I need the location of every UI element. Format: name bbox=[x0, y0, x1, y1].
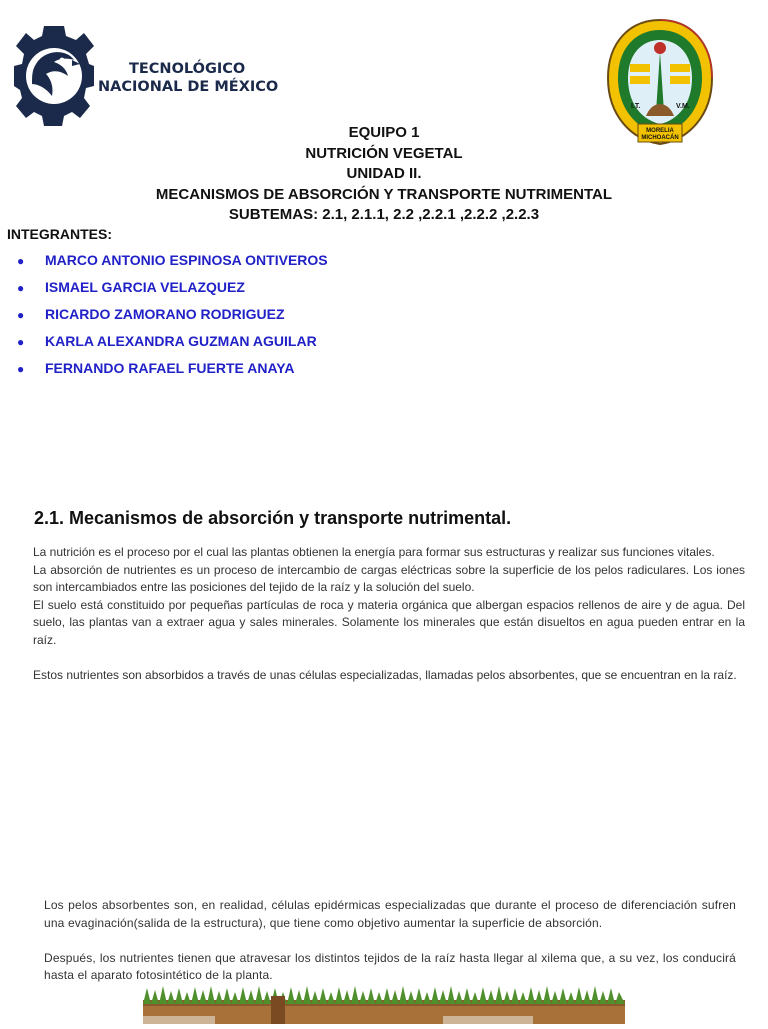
bullet-icon: ● bbox=[17, 254, 25, 268]
paragraph: Estos nutrientes son absorbidos a través de unas células especializadas, llamadas pelos absorbentes, que se encuentran en la raíz. bbox=[33, 668, 737, 683]
paragraph: La absorción de nutrientes es un proceso de intercambio de cargas eléctricas sobre la superficie de los pelos radiculares. Los iones son intercambiados entre las posiciones del tejido de la raíz y la solución del suelo. bbox=[33, 562, 745, 595]
subtopics-title: SUBTEMAS: 2.1, 2.1.1, 2.2 ,2.2.1 ,2.2.2 ,2.2.3 bbox=[228, 206, 540, 223]
member-item bbox=[17, 360, 328, 387]
member-name: MARCO ANTONIO ESPINOSA ONTIVEROS bbox=[45, 252, 328, 268]
bullet-icon: ● bbox=[17, 308, 25, 322]
institution-line-1: TECNOLÓGICO bbox=[129, 61, 246, 77]
seal-text-bottom-2: MICHOACÁN bbox=[641, 135, 679, 141]
section-heading: 2.1. Mecanismos de absorción y transporte nutrimental. bbox=[34, 508, 512, 528]
paragraph: Los pelos absorbentes son, en realidad, células epidérmicas especializadas que durante el proceso de diferenciación sufren una evaginación(salida de la estructura), que tiene como objetivo aumentar la superficie de absorción. bbox=[44, 898, 736, 930]
paragraph: El suelo está constituido por pequeñas partículas de roca y materia orgánica que albergan espacios rellenos de aire y de agua. Del suelo, las plantas van a extraer agua y sales minerales. Solamente los minerales que están disueltos en agua pueden entrar en la raíz. bbox=[33, 597, 745, 647]
course-title: NUTRICIÓN VEGETAL bbox=[305, 144, 463, 162]
seal-text-right: V.M. bbox=[676, 103, 690, 110]
bullet-icon: ● bbox=[17, 362, 25, 376]
soil-grass-illustration bbox=[143, 986, 625, 1024]
member-name: RICARDO ZAMORANO RODRIGUEZ bbox=[45, 306, 285, 322]
paragraph: Después, los nutrientes tienen que atravesar los distintos tejidos de la raíz hasta llegar al xilema que, a su vez, los conducirá hasta el aparato fotosintético de la planta. bbox=[44, 950, 736, 983]
member-item bbox=[17, 279, 328, 306]
member-name: ISMAEL GARCIA VELAZQUEZ bbox=[45, 279, 245, 295]
grass-illustration-icon bbox=[143, 986, 625, 1024]
institution-line-2: NACIONAL DE MÉXICO bbox=[98, 79, 279, 95]
institution-name bbox=[98, 60, 279, 96]
member-item bbox=[17, 333, 328, 360]
team-title: EQUIPO 1 bbox=[348, 124, 420, 141]
members-list bbox=[17, 252, 328, 387]
seal-text-left: I.T. bbox=[631, 103, 641, 110]
unit-title: UNIDAD II. bbox=[346, 165, 422, 182]
tecnm-gear-eagle-icon bbox=[14, 20, 94, 136]
title-block bbox=[0, 123, 768, 226]
bullet-icon: ● bbox=[17, 281, 25, 295]
member-item bbox=[17, 252, 328, 279]
member-item bbox=[17, 306, 328, 333]
members-label: INTEGRANTES: bbox=[7, 226, 112, 242]
section-body bbox=[33, 544, 745, 685]
seal-text-bottom-1: MORELIA bbox=[646, 128, 674, 134]
member-name: KARLA ALEXANDRA GUZMAN AGUILAR bbox=[45, 333, 317, 349]
bullet-icon: ● bbox=[17, 335, 25, 349]
tecnm-logo bbox=[14, 20, 94, 136]
member-name: FERNANDO RAFAEL FUERTE ANAYA bbox=[45, 360, 295, 376]
paragraph: La nutrición es el proceso por el cual las plantas obtienen la energía para formar sus estructuras y realizar sus funciones vitales. bbox=[33, 545, 715, 559]
figure-text bbox=[44, 897, 736, 985]
topic-title: MECANISMOS DE ABSORCIÓN Y TRANSPORTE NUTRIMENTAL bbox=[155, 185, 613, 203]
